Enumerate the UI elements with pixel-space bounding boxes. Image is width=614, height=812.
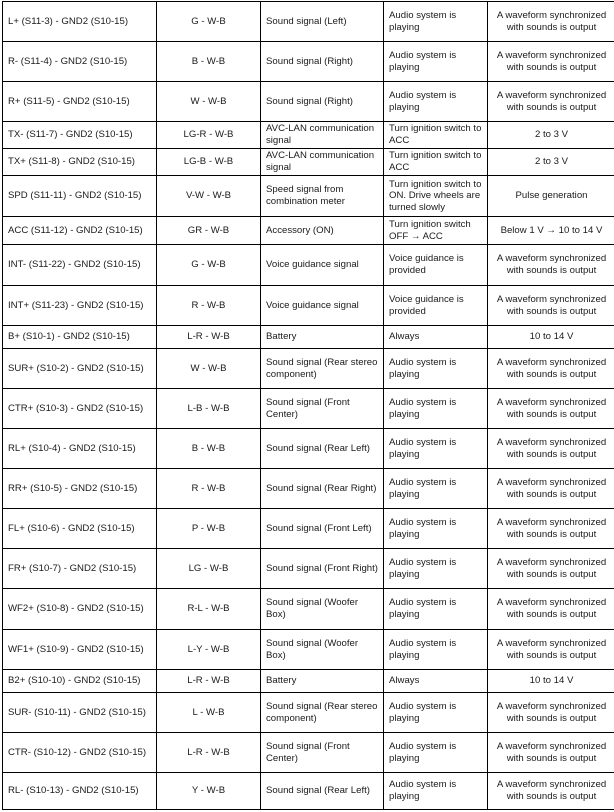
terminal-inspection-table [2,1,614,810]
terminal-description-cell: Sound signal (Rear Left) [261,773,384,810]
specified-condition-cell: 10 to 14 V [488,670,614,693]
wiring-color-cell: LG-R - W-B [157,122,261,149]
table-row [3,122,614,149]
specified-condition-cell: A waveform synchronized with sounds is output [488,245,614,286]
specified-condition-cell: A waveform synchronized with sounds is output [488,733,614,773]
wiring-color-cell: R - W-B [157,286,261,326]
wiring-color-cell: W - W-B [157,82,261,122]
table-row [3,245,614,286]
connection-cell: TX- (S11-7) - GND2 (S10-15) [3,122,157,149]
connection-cell: WF1+ (S10-9) - GND2 (S10-15) [3,630,157,670]
terminal-description-cell: Sound signal (Front Left) [261,509,384,549]
terminal-description-cell: Battery [261,326,384,349]
table-row [3,176,614,217]
connection-cell: FL+ (S10-6) - GND2 (S10-15) [3,509,157,549]
wiring-color-cell: LG-B - W-B [157,149,261,176]
connection-cell: L+ (S11-3) - GND2 (S10-15) [3,2,157,42]
specified-condition-cell: A waveform synchronized with sounds is output [488,429,614,469]
condition-cell: Audio system is playing [384,349,488,389]
table-row [3,773,614,810]
wiring-color-cell: L-R - W-B [157,670,261,693]
wiring-color-cell: R-L - W-B [157,589,261,630]
condition-cell: Audio system is playing [384,589,488,630]
table-row [3,469,614,509]
terminal-description-cell: AVC-LAN communication signal [261,122,384,149]
wiring-color-cell: LG - W-B [157,549,261,589]
wiring-color-cell: V-W - W-B [157,176,261,217]
condition-cell: Turn ignition switch OFF → ACC [384,217,488,245]
connection-cell: CTR+ (S10-3) - GND2 (S10-15) [3,389,157,429]
specified-condition-cell: A waveform synchronized with sounds is output [488,693,614,733]
connection-cell: ACC (S11-12) - GND2 (S10-15) [3,217,157,245]
table-body [3,2,614,810]
specified-condition-cell: 10 to 14 V [488,326,614,349]
condition-cell: Audio system is playing [384,389,488,429]
condition-cell: Audio system is playing [384,2,488,42]
table-row [3,509,614,549]
condition-cell: Turn ignition switch to ACC [384,122,488,149]
terminal-description-cell: Sound signal (Left) [261,2,384,42]
connection-cell: R- (S11-4) - GND2 (S10-15) [3,42,157,82]
condition-cell: Audio system is playing [384,42,488,82]
condition-cell: Audio system is playing [384,82,488,122]
connection-cell: SPD (S11-11) - GND2 (S10-15) [3,176,157,217]
condition-cell: Audio system is playing [384,733,488,773]
table-row [3,630,614,670]
wiring-color-cell: B - W-B [157,42,261,82]
connection-cell: RL+ (S10-4) - GND2 (S10-15) [3,429,157,469]
condition-cell: Audio system is playing [384,773,488,810]
connection-cell: B2+ (S10-10) - GND2 (S10-15) [3,670,157,693]
wiring-color-cell: R - W-B [157,469,261,509]
terminal-description-cell: Sound signal (Rear stereo component) [261,349,384,389]
specified-condition-cell: A waveform synchronized with sounds is output [488,549,614,589]
table-row [3,349,614,389]
connection-cell: RL- (S10-13) - GND2 (S10-15) [3,773,157,810]
wiring-color-cell: L-R - W-B [157,326,261,349]
terminal-description-cell: Battery [261,670,384,693]
table-row [3,2,614,42]
condition-cell: Audio system is playing [384,469,488,509]
table-row [3,389,614,429]
table-row [3,693,614,733]
specified-condition-cell: A waveform synchronized with sounds is output [488,42,614,82]
specified-condition-cell: A waveform synchronized with sounds is output [488,509,614,549]
connection-cell: B+ (S10-1) - GND2 (S10-15) [3,326,157,349]
table-row [3,82,614,122]
condition-cell: Always [384,670,488,693]
table-row [3,549,614,589]
condition-cell: Audio system is playing [384,630,488,670]
specified-condition-cell: 2 to 3 V [488,122,614,149]
condition-cell: Voice guidance is provided [384,286,488,326]
terminal-description-cell: Voice guidance signal [261,245,384,286]
table-row [3,286,614,326]
connection-cell: SUR+ (S10-2) - GND2 (S10-15) [3,349,157,389]
condition-cell: Always [384,326,488,349]
table-row [3,217,614,245]
connection-cell: CTR- (S10-12) - GND2 (S10-15) [3,733,157,773]
wiring-color-cell: GR - W-B [157,217,261,245]
condition-cell: Voice guidance is provided [384,245,488,286]
wiring-color-cell: G - W-B [157,2,261,42]
specified-condition-cell: Below 1 V → 10 to 14 V [488,217,614,245]
table-row [3,429,614,469]
connection-cell: INT+ (S11-23) - GND2 (S10-15) [3,286,157,326]
wiring-color-cell: Y - W-B [157,773,261,810]
table-row [3,326,614,349]
condition-cell: Audio system is playing [384,509,488,549]
condition-cell: Audio system is playing [384,549,488,589]
table-row [3,733,614,773]
table-row [3,589,614,630]
terminal-description-cell: Sound signal (Front Center) [261,733,384,773]
specified-condition-cell: A waveform synchronized with sounds is output [488,82,614,122]
table-row [3,149,614,176]
connection-cell: INT- (S11-22) - GND2 (S10-15) [3,245,157,286]
connection-cell: RR+ (S10-5) - GND2 (S10-15) [3,469,157,509]
specified-condition-cell: A waveform synchronized with sounds is output [488,469,614,509]
terminal-description-cell: Sound signal (Right) [261,82,384,122]
connection-cell: SUR- (S10-11) - GND2 (S10-15) [3,693,157,733]
terminal-description-cell: AVC-LAN communication signal [261,149,384,176]
wiring-color-cell: L - W-B [157,693,261,733]
wiring-color-cell: W - W-B [157,349,261,389]
specified-condition-cell: A waveform synchronized with sounds is output [488,2,614,42]
specified-condition-cell: Pulse generation [488,176,614,217]
terminal-description-cell: Sound signal (Rear Right) [261,469,384,509]
wiring-color-cell: L-R - W-B [157,733,261,773]
specified-condition-cell: A waveform synchronized with sounds is output [488,286,614,326]
terminal-description-cell: Sound signal (Rear Left) [261,429,384,469]
connection-cell: R+ (S11-5) - GND2 (S10-15) [3,82,157,122]
condition-cell: Audio system is playing [384,693,488,733]
terminal-description-cell: Voice guidance signal [261,286,384,326]
connection-cell: TX+ (S11-8) - GND2 (S10-15) [3,149,157,176]
wiring-color-cell: L-B - W-B [157,389,261,429]
wiring-color-cell: L-Y - W-B [157,630,261,670]
specified-condition-cell: A waveform synchronized with sounds is output [488,389,614,429]
table-row [3,42,614,82]
wiring-color-cell: B - W-B [157,429,261,469]
table-row [3,670,614,693]
specified-condition-cell: A waveform synchronized with sounds is output [488,349,614,389]
specified-condition-cell: A waveform synchronized with sounds is output [488,630,614,670]
condition-cell: Audio system is playing [384,429,488,469]
terminal-description-cell: Speed signal from combination meter [261,176,384,217]
connection-cell: FR+ (S10-7) - GND2 (S10-15) [3,549,157,589]
condition-cell: Turn ignition switch to ON. Drive wheels are turned slowly [384,176,488,217]
condition-cell: Turn ignition switch to ACC [384,149,488,176]
connection-cell: WF2+ (S10-8) - GND2 (S10-15) [3,589,157,630]
terminal-description-cell: Accessory (ON) [261,217,384,245]
terminal-description-cell: Sound signal (Front Right) [261,549,384,589]
specified-condition-cell: A waveform synchronized with sounds is output [488,589,614,630]
specified-condition-cell: 2 to 3 V [488,149,614,176]
terminal-description-cell: Sound signal (Woofer Box) [261,630,384,670]
specified-condition-cell: A waveform synchronized with sounds is output [488,773,614,810]
terminal-description-cell: Sound signal (Right) [261,42,384,82]
wiring-color-cell: G - W-B [157,245,261,286]
wiring-color-cell: P - W-B [157,509,261,549]
terminal-description-cell: Sound signal (Rear stereo component) [261,693,384,733]
terminal-description-cell: Sound signal (Woofer Box) [261,589,384,630]
terminal-description-cell: Sound signal (Front Center) [261,389,384,429]
